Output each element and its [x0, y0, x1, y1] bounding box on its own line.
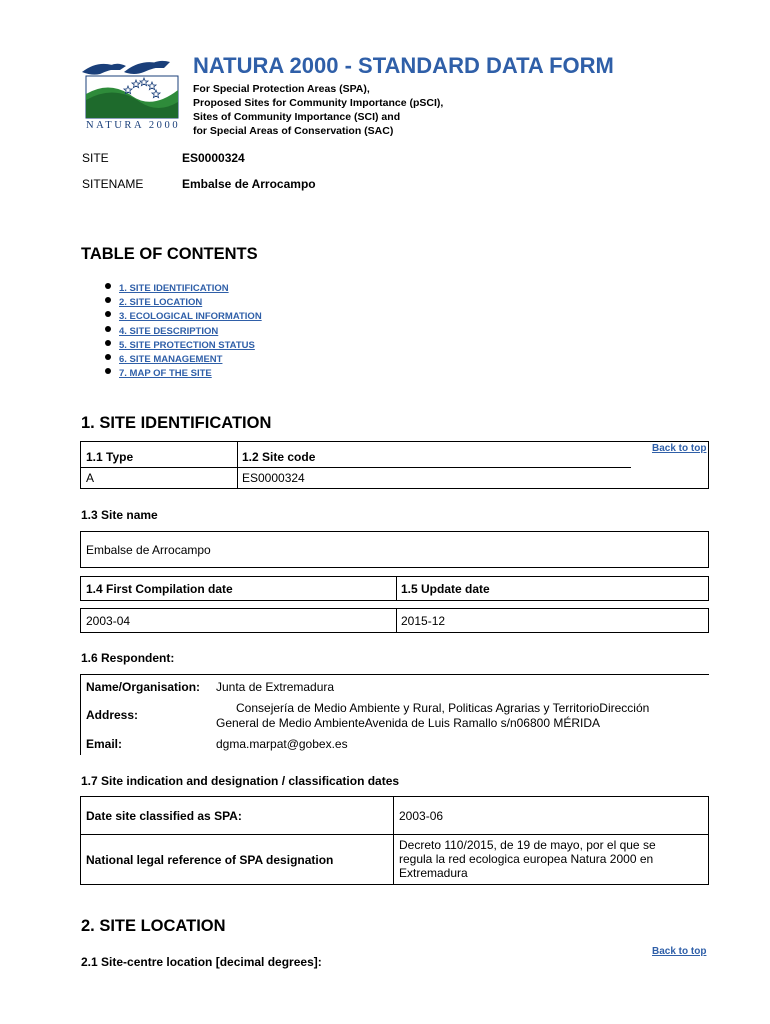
subtitle-line: for Special Areas of Conservation (SAC): [193, 125, 394, 137]
subtitle-line: For Special Protection Areas (SPA),: [193, 83, 370, 95]
page-subtitle: [193, 82, 443, 138]
toc-link-ecological-information[interactable]: 3. ECOLOGICAL INFORMATION: [119, 311, 262, 323]
site-code-header: 1.2 Site code: [242, 450, 316, 464]
site-code-cell: ES0000324: [242, 471, 305, 485]
type-code-table: [80, 441, 709, 489]
section1-heading: 1. SITE IDENTIFICATION: [81, 414, 272, 432]
designation-table: [80, 796, 709, 885]
toc-item: [103, 337, 262, 351]
email-value: dgma.marpat@gobex.es: [216, 737, 348, 751]
organisation-value: Junta de Extremadura: [216, 680, 335, 694]
toc-list: [103, 280, 262, 379]
back-to-top-link[interactable]: Back to top: [652, 443, 707, 454]
respondent-heading: 1.6 Respondent:: [81, 651, 175, 665]
spa-date-label: Date site classified as SPA:: [86, 809, 242, 823]
subtitle-line: Proposed Sites for Community Importance (pSCI),: [193, 97, 444, 109]
dates-value-table: [80, 608, 709, 633]
site-label: SITE: [82, 151, 109, 165]
toc-link-site-description[interactable]: 4. SITE DESCRIPTION: [119, 325, 219, 337]
first-compilation-header: 1.4 First Compilation date: [86, 582, 233, 596]
section2-heading: 2. SITE LOCATION: [81, 917, 226, 935]
logo-wordmark: NATURA 2000: [86, 120, 181, 131]
toc-link-site-protection-status[interactable]: 5. SITE PROTECTION STATUS: [119, 339, 255, 351]
natura-logo-graphic: [80, 50, 184, 120]
site-centre-heading: 2.1 Site-centre location [decimal degrees]:: [81, 955, 322, 969]
organisation-label: Name/Organisation:: [86, 680, 201, 694]
toc-item: [103, 294, 262, 308]
update-date-value: 2015-12: [401, 614, 446, 628]
sitename-label: SITENAME: [82, 177, 144, 191]
toc-link-site-management[interactable]: 6. SITE MANAGEMENT: [119, 353, 223, 365]
toc-link-map-of-the-site[interactable]: 7. MAP OF THE SITE: [119, 368, 212, 380]
legal-reference-label: National legal reference of SPA designation: [86, 853, 334, 867]
subtitle-line: Sites of Community Importance (SCI) and: [193, 111, 401, 123]
first-compilation-value: 2003-04: [86, 614, 131, 628]
address-line-2: General de Medio AmbienteAvenida de Luis Ramallo s/n06800 MÉRIDA: [216, 716, 600, 730]
toc-link-site-location[interactable]: 2. SITE LOCATION: [119, 297, 203, 309]
page-title: NATURA 2000 - STANDARD DATA FORM: [193, 53, 614, 78]
site-name-box: [80, 531, 709, 568]
legal-reference-line: Decreto 110/2015, de 19 de mayo, por el que se: [399, 838, 656, 852]
natura-2000-logo: [80, 50, 184, 134]
type-value: A: [86, 471, 95, 485]
legal-reference-line: Extremadura: [399, 866, 468, 880]
legal-reference-line: regula la red ecologica europea Natura 2000 en: [399, 852, 654, 866]
designation-dates-heading: 1.7 Site indication and designation / classification dates: [81, 774, 400, 788]
address-label: Address:: [86, 708, 139, 722]
address-line-1: Consejería de Medio Ambiente y Rural, Politicas Agrarias y TerritorioDirección: [236, 701, 650, 715]
site-name-heading: 1.3 Site name: [81, 508, 158, 522]
update-date-header: 1.5 Update date: [401, 582, 490, 596]
legal-reference-value: [399, 838, 656, 880]
toc-item: [103, 323, 262, 337]
toc-heading: TABLE OF CONTENTS: [81, 245, 258, 263]
respondent-table: [80, 674, 709, 755]
sitename-value: Embalse de Arrocampo: [182, 177, 316, 191]
email-label: Email:: [86, 737, 123, 751]
site-code-value: ES0000324: [182, 151, 245, 165]
toc-item: [103, 365, 262, 379]
back-to-top-link[interactable]: Back to top: [652, 946, 707, 957]
site-name-value: Embalse de Arrocampo: [86, 543, 211, 557]
dates-header-table: [80, 576, 709, 601]
type-header: 1.1 Type: [86, 450, 134, 464]
toc-item: [103, 308, 262, 322]
toc-item: [103, 280, 262, 294]
toc-item: [103, 351, 262, 365]
spa-date-value: 2003-06: [399, 809, 444, 823]
toc-link-site-identification[interactable]: 1. SITE IDENTIFICATION: [119, 283, 229, 294]
